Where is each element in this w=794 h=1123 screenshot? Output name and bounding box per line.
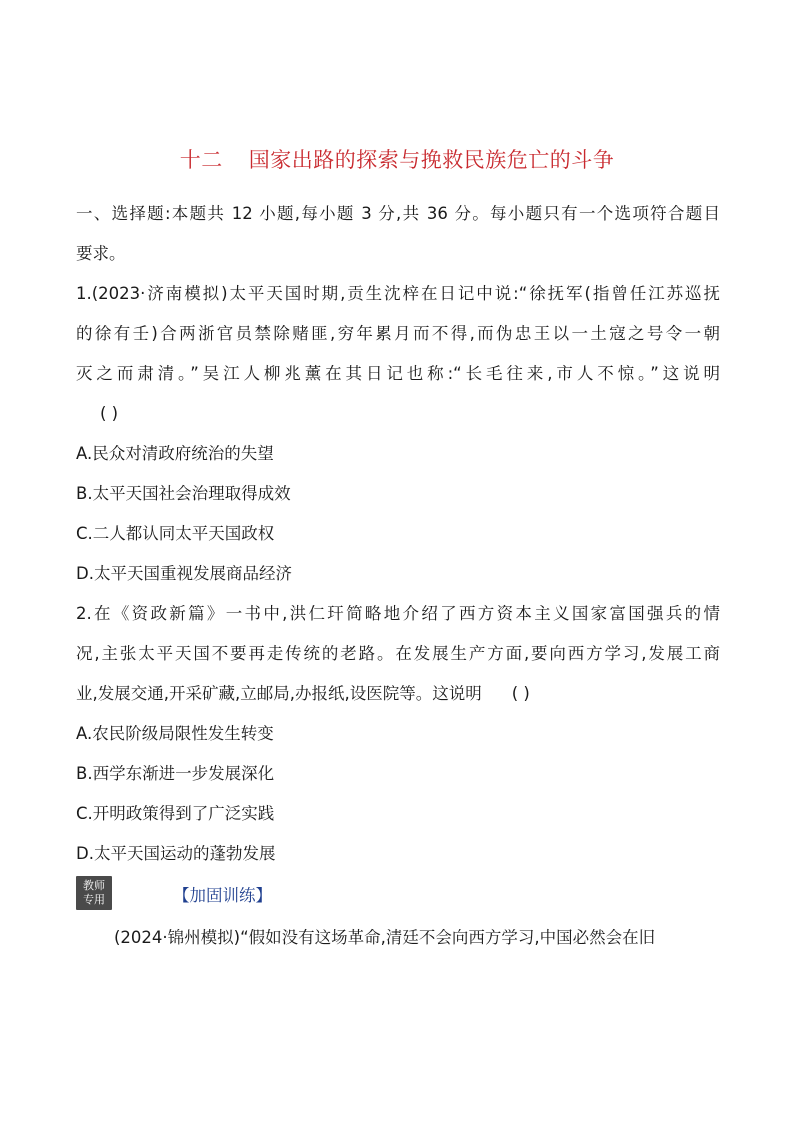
reinforce-training-label: 【加固训练】 bbox=[173, 886, 272, 905]
question-2-line-1: 2.在《资政新篇》一书中,洪仁玕简略地介绍了西方资本主义国家富国强兵的情 bbox=[76, 604, 720, 623]
page-title bbox=[0, 144, 794, 174]
question-2-option-b: B.西学东渐进一步发展深化 bbox=[76, 764, 275, 783]
reinforce-question-line-1: (2024·锦州模拟)“假如没有这场革命,清廷不会向西方学习,中国必然会在旧 bbox=[114, 928, 656, 947]
question-1-option-b: B.太平天国社会治理取得成效 bbox=[76, 484, 291, 503]
question-1-line-3: 灭之而肃清。”吴江人柳兆薰在其日记也称:“长毛往来,市人不惊。”这说明 bbox=[76, 364, 720, 383]
question-1-option-a: A.民众对清政府统治的失望 bbox=[76, 444, 274, 463]
question-1-option-c: C.二人都认同太平天国政权 bbox=[76, 524, 275, 543]
question-1-line-2: 的徐有壬)合两浙官员禁除赌匪,穷年累月而不得,而伪忠王以一土寇之号令一朝 bbox=[76, 324, 720, 343]
section-header-line-2: 要求。 bbox=[76, 244, 126, 263]
question-1 bbox=[76, 274, 720, 594]
teacher-badge-line-1: 教师 bbox=[83, 879, 105, 892]
question-2-line-2: 况,主张太平天国不要再走传统的老路。在发展生产方面,要向西方学习,发展工商 bbox=[76, 644, 720, 663]
question-2-line-3 bbox=[76, 674, 720, 714]
question-2-option-d: D.太平天国运动的蓬勃发展 bbox=[76, 844, 276, 863]
chapter-number: 十二 bbox=[179, 148, 223, 172]
teacher-badge-line-2: 专用 bbox=[83, 893, 105, 906]
question-1-line-1: 1.(2023·济南模拟)太平天国时期,贡生沈梓在日记中说:“徐抚军(指曾任江苏巡抚 bbox=[76, 284, 720, 303]
question-2-option-a: A.农民阶级局限性发生转变 bbox=[76, 724, 274, 743]
question-2-option-c: C.开明政策得到了广泛实践 bbox=[76, 804, 275, 823]
question-1-answer-blank: ( ) bbox=[100, 404, 119, 423]
chapter-title: 国家出路的探索与挽救民族危亡的斗争 bbox=[248, 148, 615, 172]
question-1-option-d: D.太平天国重视发展商品经济 bbox=[76, 564, 292, 583]
section-header-line-1: 一、选择题:本题共 12 小题,每小题 3 分,共 36 分。每小题只有一个选项符合题目 bbox=[76, 204, 720, 223]
question-2-answer-blank: ( ) bbox=[511, 684, 530, 703]
teacher-only-section bbox=[76, 874, 720, 918]
question-2-line-3-text: 业,发展交通,开采矿藏,立邮局,办报纸,设医院等。这说明 bbox=[76, 684, 482, 703]
document-body bbox=[76, 194, 720, 958]
teacher-only-badge bbox=[76, 876, 112, 910]
question-2 bbox=[76, 594, 720, 874]
